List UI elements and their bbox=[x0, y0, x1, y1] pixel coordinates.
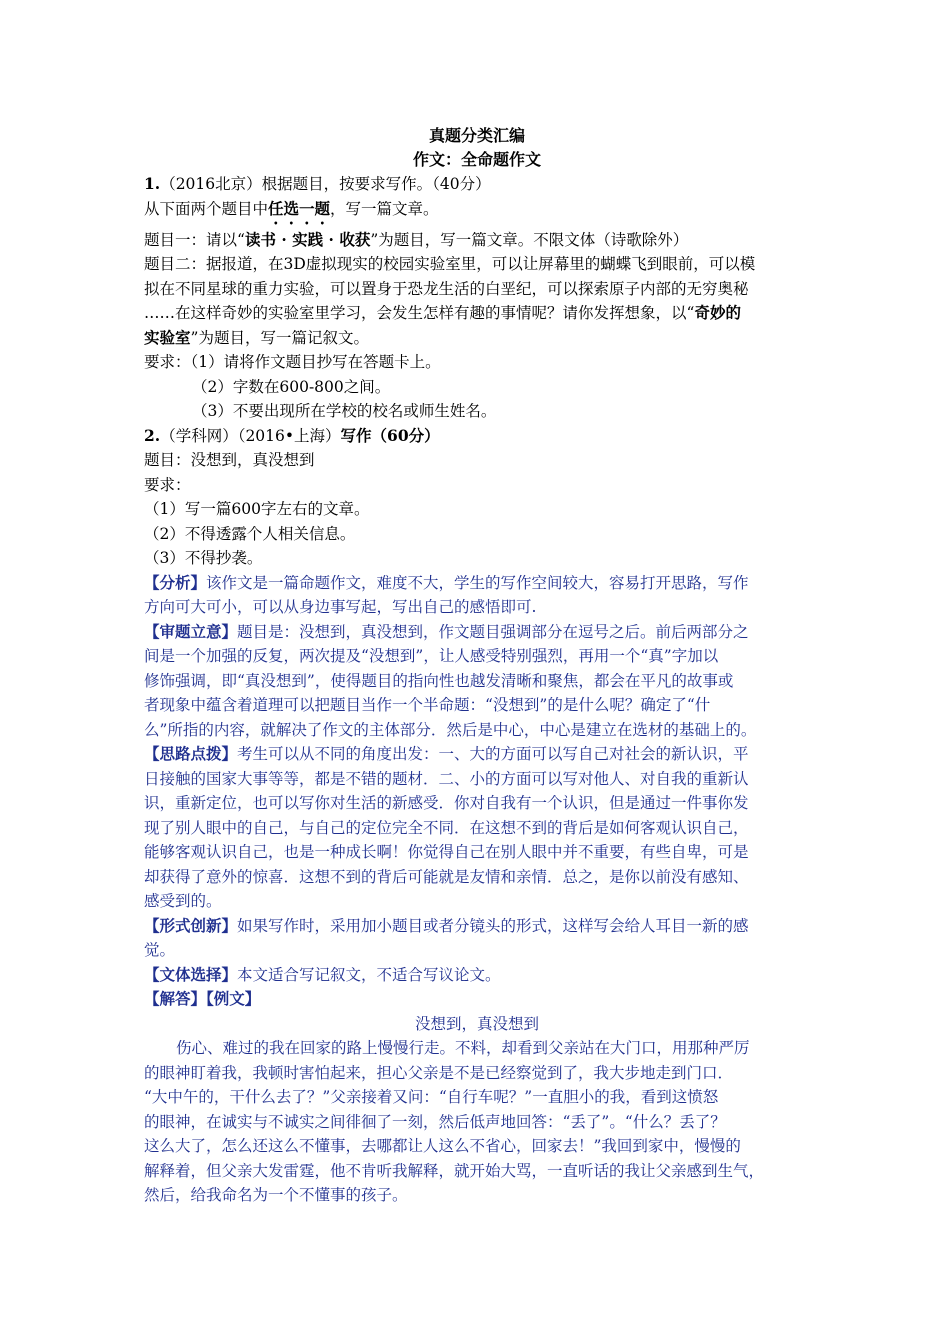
xingshi-line: 觉。 bbox=[144, 941, 176, 959]
q1-number: 1. bbox=[144, 174, 161, 193]
analysis-fenxi bbox=[144, 571, 810, 596]
q1-topic1-pre: 题目一：请以“ bbox=[144, 230, 245, 249]
silu-line: 能够客观认识自己，也是一种成长啊！你觉得自己在别人眼中并不重要，有些自卑，可是 bbox=[144, 843, 749, 861]
q2-requirement: （3）不得抄袭。 bbox=[144, 549, 263, 567]
analysis-xingshi bbox=[144, 914, 810, 939]
essay-line: 的眼神盯着我，我顿时害怕起来，担心父亲是不是已经察觉到了，我大步地走到门口． bbox=[144, 1063, 734, 1082]
document-subtitle: 作文：全命题作文 bbox=[412, 150, 541, 169]
xingshi-tag: 【形式创新】 bbox=[144, 915, 238, 935]
document-title: 真题分类汇编 bbox=[428, 126, 525, 145]
q2-requirement: （2）不得透露个人相关信息。 bbox=[144, 524, 356, 543]
q2-requirement-label: 要求： bbox=[144, 475, 191, 494]
essay-line: 解释着，但父亲大发雷霆，他不肯听我解释，就开始大骂，一直听话的我让父亲感到生气， bbox=[144, 1161, 765, 1180]
wenti-tag: 【文体选择】 bbox=[144, 964, 238, 984]
silu-line: 现了别人眼中的自己，与自己的定位完全不同．在这想不到的背后是如何客观认识自己， bbox=[144, 818, 749, 837]
q1-choose-emphasis: 任选一题 bbox=[268, 198, 331, 218]
q1-requirement: 要求：（1）请将作文题目抄写在答题卡上。 bbox=[144, 353, 441, 371]
q1-heading bbox=[144, 172, 810, 197]
fenxi-tag: 【分析】 bbox=[144, 572, 207, 592]
q2-topic: 题目：没想到，真没想到 bbox=[144, 451, 315, 469]
shenti-line: 间是一个加强的反复，两次提及“没想到”，让人感受特别强烈，再用一个“真”字加以 bbox=[144, 647, 719, 665]
essay-line: 伤心、难过的我在回家的路上慢慢行走。不料，却看到父亲站在大门口，用那种严厉 bbox=[176, 1039, 750, 1057]
analysis-section bbox=[144, 571, 810, 1208]
essay-title: 没想到，真没想到 bbox=[414, 1014, 539, 1033]
essay-line: 的眼神，在诚实与不诚实之间徘徊了一刻，然后低声地回答：“丢了”。“什么？丢了？ bbox=[144, 1112, 726, 1131]
silu-line: 感受到的。 bbox=[144, 892, 222, 910]
analysis-wenti bbox=[144, 963, 810, 988]
q1-topic2-line4-post: ”为题目，写一篇记叙文。 bbox=[190, 328, 369, 347]
silu-line: 日接触的国家大事等等，都是不错的题材．二、小的方面可以写对他人、对自我的重新认 bbox=[144, 769, 749, 788]
q1-topic2-title-part2: 实验室 bbox=[144, 327, 191, 347]
q1-topic2-line bbox=[144, 326, 810, 351]
analysis-silu bbox=[144, 742, 810, 767]
essay-line: “大中午的，干什么去了？”父亲接着又问：“自行车呢？”一直胆小的我，看到这愤怒 bbox=[144, 1088, 719, 1106]
q1-topic1-post: ”为题目，写一篇文章。不限文体（诗歌除外） bbox=[370, 230, 689, 249]
q1-head-text: （2016北京）根据题目，按要求写作。（40分） bbox=[160, 175, 491, 193]
q1-topic2-line: 拟在不同星球的重力实验，可以置身于恐龙生活的白垩纪，可以探索原子内部的无穷奥秘 bbox=[144, 279, 749, 298]
fenxi-line: 该作文是一篇命题作文，难度不大，学生的写作空间较大，容易打开思路，写作 bbox=[206, 573, 749, 592]
document-content bbox=[144, 124, 810, 1208]
q1-requirement: （3）不要出现所在学校的校名或师生姓名。 bbox=[192, 402, 497, 420]
xingshi-line: 如果写作时，采用加小题目或者分镜头的形式，这样写会给人耳目一新的感 bbox=[237, 916, 749, 935]
shenti-line: 么”所指的内容，就解决了作文的主体部分．然后是中心，中心是建立在选材的基础上的。 bbox=[144, 720, 757, 739]
q1-topic2-line bbox=[144, 301, 810, 326]
q1-choose-pre: 从下面两个题目中 bbox=[144, 199, 269, 218]
q1-topic1 bbox=[144, 228, 810, 253]
q1-topic2-line3-pre: ……在这样奇妙的实验室里学习，会发生怎样有趣的事情呢？请你发挥想象，以“ bbox=[144, 304, 695, 322]
shenti-line: 题目是：没想到，真没想到，作文题目强调部分在逗号之后。前后两部分之 bbox=[237, 622, 749, 641]
essay-line: 这么大了，怎么还这么不懂事，去哪都让人这么不省心，回家去！”我回到家中，慢慢的 bbox=[144, 1137, 741, 1155]
q1-topic2-line: 题目二：据报道，在3D虚拟现实的校园实验室里，可以让屏幕里的蝴蝶飞到眼前，可以模 bbox=[144, 255, 756, 273]
q2-number: 2. bbox=[144, 425, 161, 445]
q1-choose-line bbox=[144, 197, 810, 228]
wenti-text: 本文适合写记叙文，不适合写议论文。 bbox=[237, 965, 501, 984]
shenti-tag: 【审题立意】 bbox=[144, 621, 238, 641]
silu-line: 却获得了意外的惊喜．这想不到的背后可能就是友情和亲情．总之，是你以前没有感知、 bbox=[144, 867, 749, 886]
q1-topic2-title-part1: 奇妙的 bbox=[694, 303, 741, 322]
silu-tag: 【思路点拨】 bbox=[144, 744, 238, 763]
analysis-jieda-tag: 【解答】【例文】 bbox=[144, 989, 261, 1008]
q1-choose-post: ，写一篇文章。 bbox=[330, 199, 439, 218]
q2-heading bbox=[144, 424, 810, 449]
fenxi-line: 方向可大可小，可以从身边事写起，写出自己的感悟即可. bbox=[144, 598, 537, 616]
shenti-line: 修饰强调，即“真没想到”，使得题目的指向性也越发清晰和聚焦，都会在平凡的故事或 bbox=[144, 671, 734, 690]
q1-requirement: （2）字数在600-800之间。 bbox=[192, 377, 391, 396]
q1-topic1-title: 读书 · 实践 · 收获 bbox=[244, 229, 371, 249]
silu-line: 识，重新定位，也可以写你对生活的新感受．你对自我有一个认识，但是通过一件事你发 bbox=[144, 794, 749, 812]
q2-head-title: 写作（60分） bbox=[340, 425, 440, 445]
q2-requirement: （1）写一篇600字左右的文章。 bbox=[144, 500, 370, 518]
silu-line: 考生可以从不同的角度出发：一、大的方面可以写自己对社会的新认识，平 bbox=[237, 745, 749, 763]
shenti-line: 者现象中蕴含着道理可以把题目当作一个半命题：“没想到”的是什么呢？确定了“什 bbox=[144, 696, 711, 714]
essay-line: 然后，给我命名为一个不懂事的孩子。 bbox=[144, 1186, 408, 1204]
analysis-shenti bbox=[144, 620, 810, 645]
q2-head-source: （学科网）（2016•上海） bbox=[160, 426, 341, 445]
